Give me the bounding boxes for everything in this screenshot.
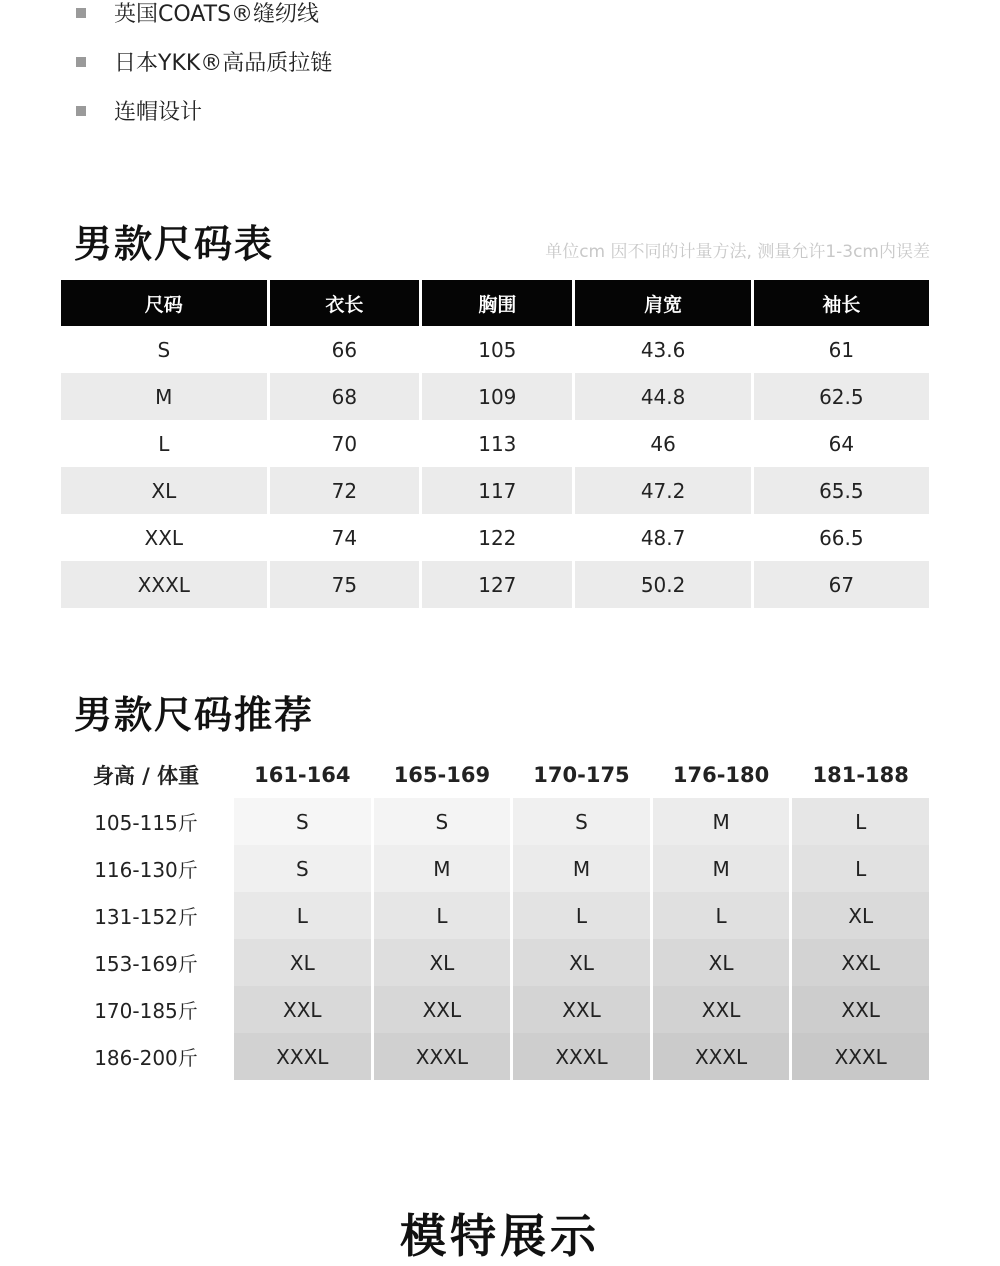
feature-text: 连帽设计 [114, 100, 203, 125]
table-row [61, 892, 929, 939]
column-header: 袖长 [754, 280, 929, 326]
recommended-size-cell: XXXL [792, 1033, 929, 1080]
recommended-size-cell: XXL [513, 986, 650, 1033]
table-cell: 66 [270, 326, 420, 373]
table-cell: 127 [422, 561, 572, 608]
recommended-size-cell: XL [374, 939, 511, 986]
table-cell: 46 [575, 420, 750, 467]
recommendation-table [58, 752, 932, 1080]
height-header: 170-175 [513, 752, 650, 798]
table-cell: XXXL [61, 561, 267, 608]
table-cell: 113 [422, 420, 572, 467]
feature-text: 日本YKK®高品质拉链 [114, 51, 333, 76]
table-cell: 66.5 [754, 514, 929, 561]
size-chart-header-row [61, 280, 929, 326]
recommended-size-cell: L [513, 892, 650, 939]
recommended-size-cell: M [374, 845, 511, 892]
table-cell: 44.8 [575, 373, 750, 420]
table-cell: 47.2 [575, 467, 750, 514]
weight-label: 170-185斤 [61, 986, 231, 1033]
measurement-note: 单位cm 因不同的计量方法, 测量允许1-3cm内误差 [545, 242, 930, 262]
table-cell: 122 [422, 514, 572, 561]
recommended-size-cell: M [653, 798, 790, 845]
recommended-size-cell: M [513, 845, 650, 892]
recommended-size-cell: L [374, 892, 511, 939]
size-chart-title: 男款尺码表 [74, 222, 275, 266]
square-bullet-icon [76, 57, 86, 67]
recommended-size-cell: XL [653, 939, 790, 986]
recommended-size-cell: L [792, 845, 929, 892]
square-bullet-icon [76, 106, 86, 116]
recommended-size-cell: XXXL [234, 1033, 371, 1080]
corner-label: 身高 / 体重 [61, 752, 231, 798]
recommended-size-cell: XXXL [513, 1033, 650, 1080]
table-cell: XXL [61, 514, 267, 561]
recommended-size-cell: XL [234, 939, 371, 986]
square-bullet-icon [76, 8, 86, 18]
weight-label: 131-152斤 [61, 892, 231, 939]
table-cell: S [61, 326, 267, 373]
table-cell: 64 [754, 420, 929, 467]
recommended-size-cell: XXL [374, 986, 511, 1033]
weight-label: 116-130斤 [61, 845, 231, 892]
table-cell: 62.5 [754, 373, 929, 420]
recommended-size-cell: XXXL [374, 1033, 511, 1080]
size-chart-table [58, 280, 932, 608]
table-cell: 105 [422, 326, 572, 373]
recommended-size-cell: XXL [653, 986, 790, 1033]
column-header: 衣长 [270, 280, 420, 326]
table-cell: 70 [270, 420, 420, 467]
feature-item [76, 37, 332, 86]
table-row [61, 373, 929, 420]
table-row [61, 514, 929, 561]
recommendation-title: 男款尺码推荐 [74, 693, 315, 737]
table-row [61, 939, 929, 986]
recommended-size-cell: XL [513, 939, 650, 986]
feature-text: 英国COATS®缝纫线 [114, 2, 320, 27]
weight-label: 186-200斤 [61, 1033, 231, 1080]
table-cell: 72 [270, 467, 420, 514]
table-cell: 65.5 [754, 467, 929, 514]
table-cell: 61 [754, 326, 929, 373]
recommended-size-cell: L [234, 892, 371, 939]
table-cell: 68 [270, 373, 420, 420]
table-row [61, 467, 929, 514]
table-row [61, 1033, 929, 1080]
column-header: 肩宽 [575, 280, 750, 326]
table-cell: 43.6 [575, 326, 750, 373]
weight-label: 153-169斤 [61, 939, 231, 986]
recommended-size-cell: XXXL [653, 1033, 790, 1080]
feature-item [76, 86, 332, 135]
feature-list [76, 0, 332, 135]
table-row [61, 561, 929, 608]
table-row [61, 326, 929, 373]
table-cell: 50.2 [575, 561, 750, 608]
column-header: 尺码 [61, 280, 267, 326]
table-cell: 109 [422, 373, 572, 420]
height-header: 165-169 [374, 752, 511, 798]
height-header: 181-188 [792, 752, 929, 798]
table-row [61, 798, 929, 845]
table-cell: 117 [422, 467, 572, 514]
weight-label: 105-115斤 [61, 798, 231, 845]
recommended-size-cell: M [653, 845, 790, 892]
table-cell: 48.7 [575, 514, 750, 561]
recommended-size-cell: L [792, 798, 929, 845]
recommended-size-cell: S [513, 798, 650, 845]
table-cell: M [61, 373, 267, 420]
recommended-size-cell: XXL [234, 986, 371, 1033]
recommended-size-cell: S [234, 845, 371, 892]
table-cell: 67 [754, 561, 929, 608]
table-cell: XL [61, 467, 267, 514]
model-showcase-title: 模特展示 [400, 1209, 600, 1263]
column-header: 胸围 [422, 280, 572, 326]
recommendation-header-row [61, 752, 929, 798]
recommended-size-cell: XL [792, 892, 929, 939]
table-cell: L [61, 420, 267, 467]
feature-item [76, 0, 332, 37]
recommended-size-cell: XXL [792, 986, 929, 1033]
table-row [61, 986, 929, 1033]
table-row [61, 420, 929, 467]
recommended-size-cell: S [374, 798, 511, 845]
height-header: 161-164 [234, 752, 371, 798]
height-header: 176-180 [653, 752, 790, 798]
recommended-size-cell: L [653, 892, 790, 939]
table-cell: 75 [270, 561, 420, 608]
recommended-size-cell: S [234, 798, 371, 845]
recommended-size-cell: XXL [792, 939, 929, 986]
table-row [61, 845, 929, 892]
table-cell: 74 [270, 514, 420, 561]
